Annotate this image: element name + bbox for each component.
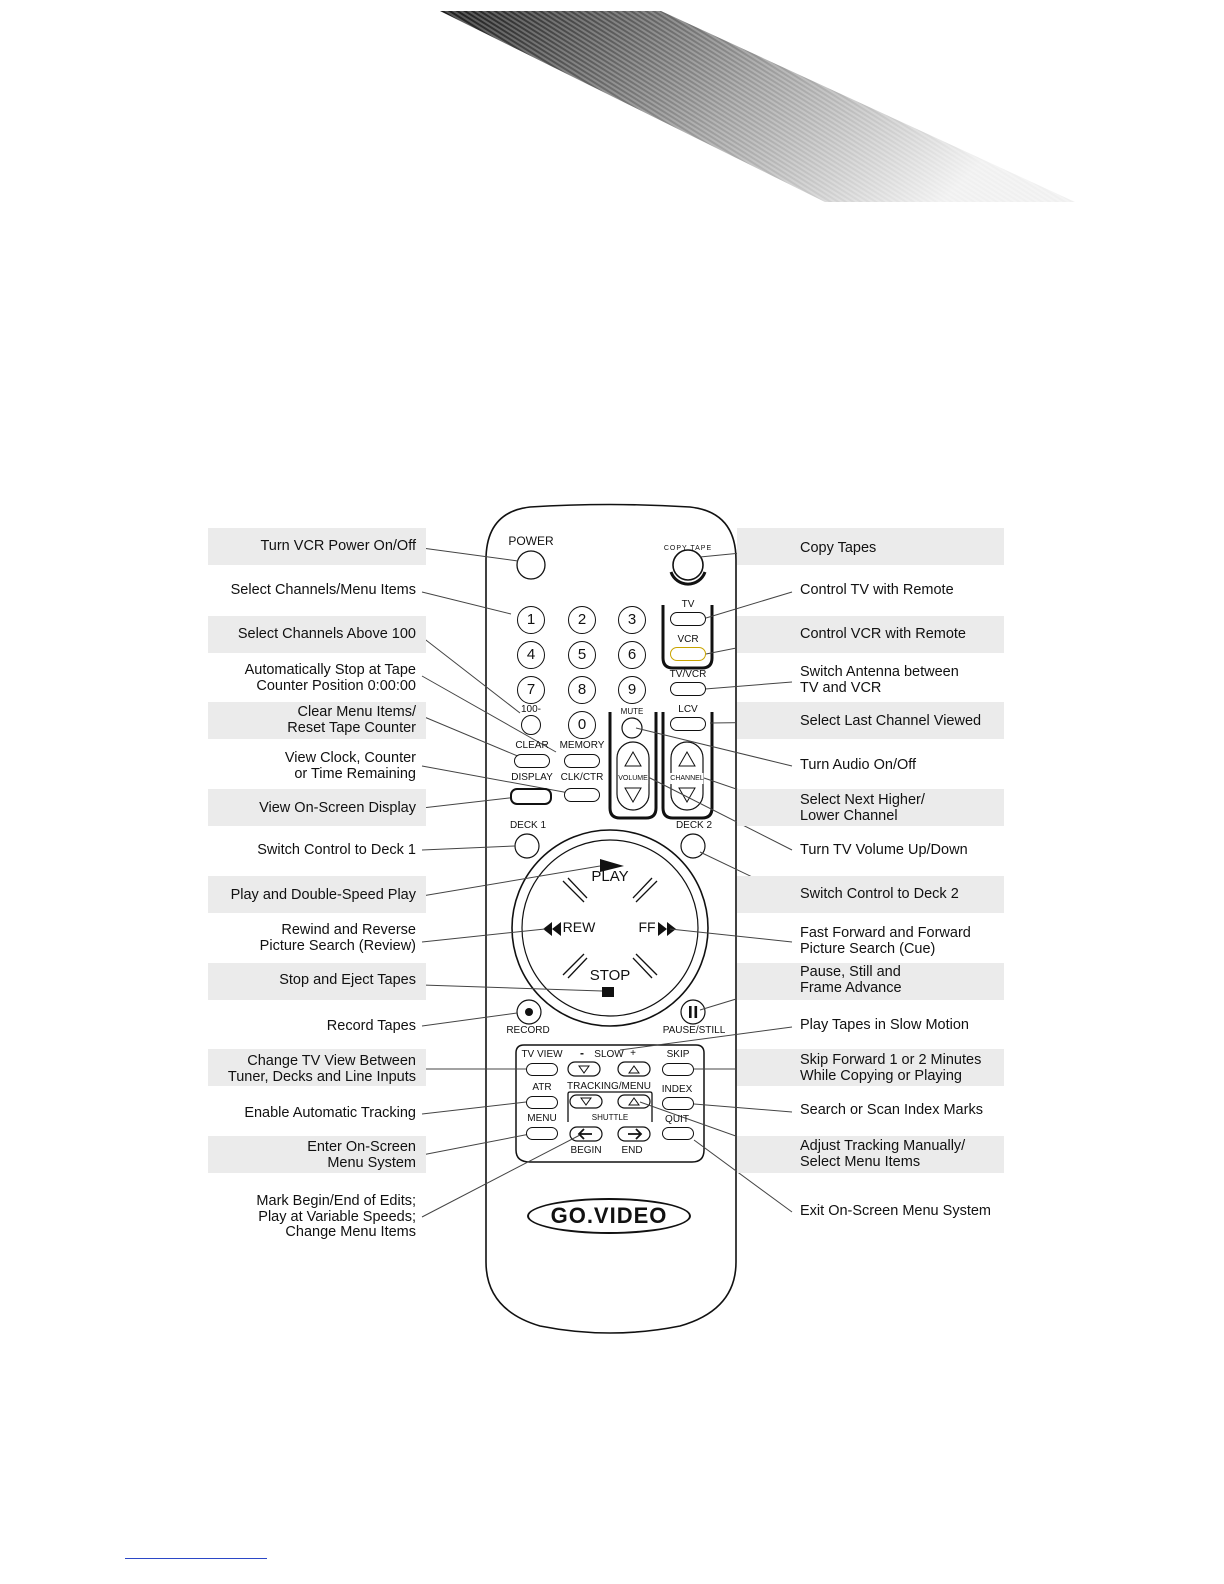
- clk-ctr-button[interactable]: [564, 788, 600, 802]
- digit-7-button[interactable]: 7: [517, 676, 545, 704]
- label-clk-ctr: CLK/CTR: [560, 772, 604, 783]
- caption-tv: Control TV with Remote: [800, 582, 954, 598]
- label-shuttle: SHUTTLE: [591, 1113, 629, 1122]
- caption-ff: Fast Forward and Forward Picture Search (Cue): [800, 925, 971, 957]
- digit-5-button[interactable]: 5: [568, 641, 596, 669]
- label-channel: CHANNEL: [670, 775, 704, 782]
- pause-icon: [689, 1006, 692, 1018]
- caption-rewind: Rewind and Reverse Picture Search (Review): [259, 922, 416, 954]
- digit-9-button[interactable]: 9: [618, 676, 646, 704]
- clear-button[interactable]: [514, 754, 550, 768]
- caption-menu: Enter On-Screen Menu System: [307, 1139, 416, 1171]
- label-copy-tape: COPY TAPE: [663, 545, 713, 552]
- caption-clear: Clear Menu Items/ Reset Tape Counter: [287, 704, 416, 736]
- hundred-button[interactable]: [521, 715, 541, 735]
- brand-logo: GO.VIDEO: [527, 1198, 691, 1234]
- tv-vcr-button[interactable]: [670, 682, 706, 696]
- channel-rocker[interactable]: [671, 742, 703, 810]
- caption-play: Play and Double-Speed Play: [230, 887, 416, 903]
- tv-view-button[interactable]: [526, 1063, 558, 1076]
- record-icon: [525, 1008, 533, 1016]
- mute-button: [622, 718, 642, 738]
- caption-vcr: Control VCR with Remote: [800, 626, 966, 642]
- caption-index: Search or Scan Index Marks: [800, 1102, 983, 1118]
- label-skip: SKIP: [666, 1049, 690, 1060]
- label-100: 100-: [520, 704, 542, 715]
- caption-tv-view: Change TV View Between Tuner, Decks and Line Inputs: [227, 1053, 416, 1085]
- digit-6-button[interactable]: 6: [618, 641, 646, 669]
- skip-button[interactable]: [662, 1063, 694, 1076]
- stop-icon: [602, 987, 614, 997]
- memory-button[interactable]: [564, 754, 600, 768]
- label-slow-plus: +: [630, 1048, 636, 1059]
- label-play[interactable]: PLAY: [591, 868, 629, 885]
- label-memory: MEMORY: [559, 740, 605, 751]
- caption-volume: Turn TV Volume Up/Down: [800, 842, 968, 858]
- caption-skip: Skip Forward 1 or 2 Minutes While Copying or Playing: [800, 1052, 982, 1084]
- caption-channel: Select Next Higher/ Lower Channel: [800, 792, 925, 824]
- tv-button[interactable]: [670, 612, 706, 626]
- caption-record: Record Tapes: [326, 1018, 416, 1034]
- label-tv-vcr: TV/VCR: [669, 669, 707, 680]
- label-stop[interactable]: STOP: [589, 967, 631, 984]
- footer-rule: [125, 1558, 267, 1559]
- digit-8-button[interactable]: 8: [568, 676, 596, 704]
- digit-3-button[interactable]: 3: [618, 606, 646, 634]
- copy-tape-button: [673, 550, 703, 580]
- label-ff[interactable]: FF: [638, 919, 656, 935]
- caption-atr: Enable Automatic Tracking: [244, 1105, 416, 1121]
- caption-clock: View Clock, Counter or Time Remaining: [284, 750, 416, 782]
- digit-0-button[interactable]: 0: [568, 711, 596, 739]
- digit-1-button[interactable]: 1: [517, 606, 545, 634]
- label-atr: ATR: [532, 1082, 552, 1093]
- label-pause-still: PAUSE/STILL: [662, 1025, 726, 1036]
- deck1-button: [515, 834, 539, 858]
- atr-button[interactable]: [526, 1096, 558, 1109]
- label-slow-minus: -: [580, 1046, 584, 1060]
- caption-tv-vcr: Switch Antenna between TV and VCR: [800, 664, 959, 696]
- caption-deck1: Switch Control to Deck 1: [257, 842, 416, 858]
- caption-above-100: Select Channels Above 100: [237, 626, 416, 642]
- caption-power: Turn VCR Power On/Off: [260, 538, 416, 554]
- label-deck1: DECK 1: [509, 820, 547, 831]
- label-vcr: VCR: [677, 634, 699, 645]
- label-menu: MENU: [527, 1113, 557, 1124]
- caption-copy: Copy Tapes: [800, 540, 877, 556]
- label-deck2: DECK 2: [675, 820, 713, 831]
- caption-display: View On-Screen Display: [259, 800, 416, 816]
- digit-4-button[interactable]: 4: [517, 641, 545, 669]
- label-slow: SLOW: [594, 1049, 624, 1060]
- label-lcv: LCV: [678, 704, 698, 715]
- caption-auto-stop: Automatically Stop at Tape Counter Position 0:00:00: [244, 662, 416, 694]
- caption-quit: Exit On-Screen Menu System: [800, 1203, 991, 1219]
- digit-2-button[interactable]: 2: [568, 606, 596, 634]
- caption-mute: Turn Audio On/Off: [800, 757, 917, 773]
- header-wedge: [440, 11, 1075, 202]
- caption-shuttle: Mark Begin/End of Edits; Play at Variable Speeds; Change Menu Items: [256, 1193, 416, 1240]
- label-rew[interactable]: REW: [562, 919, 596, 935]
- label-tv: TV: [681, 599, 695, 610]
- label-begin: BEGIN: [570, 1145, 602, 1156]
- label-tracking-menu: TRACKING/MENU: [567, 1081, 651, 1092]
- display-button[interactable]: [510, 788, 552, 805]
- quit-button[interactable]: [662, 1127, 694, 1140]
- label-mute: MUTE: [620, 707, 644, 716]
- menu-button[interactable]: [526, 1127, 558, 1140]
- caption-stop: Stop and Eject Tapes: [279, 972, 416, 988]
- label-volume: VOLUME: [618, 775, 648, 782]
- label-display: DISPLAY: [511, 772, 553, 783]
- power-button: [517, 551, 545, 579]
- label-index: INDEX: [661, 1084, 693, 1095]
- label-end: END: [621, 1145, 643, 1156]
- label-tv-view: TV VIEW: [521, 1049, 563, 1060]
- volume-rocker[interactable]: [617, 742, 649, 810]
- caption-channels: Select Channels/Menu Items: [230, 582, 416, 598]
- deck2-button: [681, 834, 705, 858]
- label-clear: CLEAR: [515, 740, 549, 751]
- caption-tracking: Adjust Tracking Manually/ Select Menu Items: [800, 1138, 966, 1170]
- caption-slow: Play Tapes in Slow Motion: [800, 1017, 969, 1033]
- index-button[interactable]: [662, 1097, 694, 1110]
- pause-still-button: [681, 1000, 705, 1024]
- label-power: POWER: [508, 534, 554, 548]
- label-quit: QUIT: [665, 1114, 689, 1125]
- caption-deck2: Switch Control to Deck 2: [800, 886, 959, 902]
- lcv-button[interactable]: [670, 717, 706, 731]
- caption-pause: Pause, Still and Frame Advance: [800, 964, 902, 996]
- label-record: RECORD: [506, 1025, 550, 1036]
- vcr-button[interactable]: [670, 647, 706, 661]
- caption-lcv: Select Last Channel Viewed: [800, 713, 982, 729]
